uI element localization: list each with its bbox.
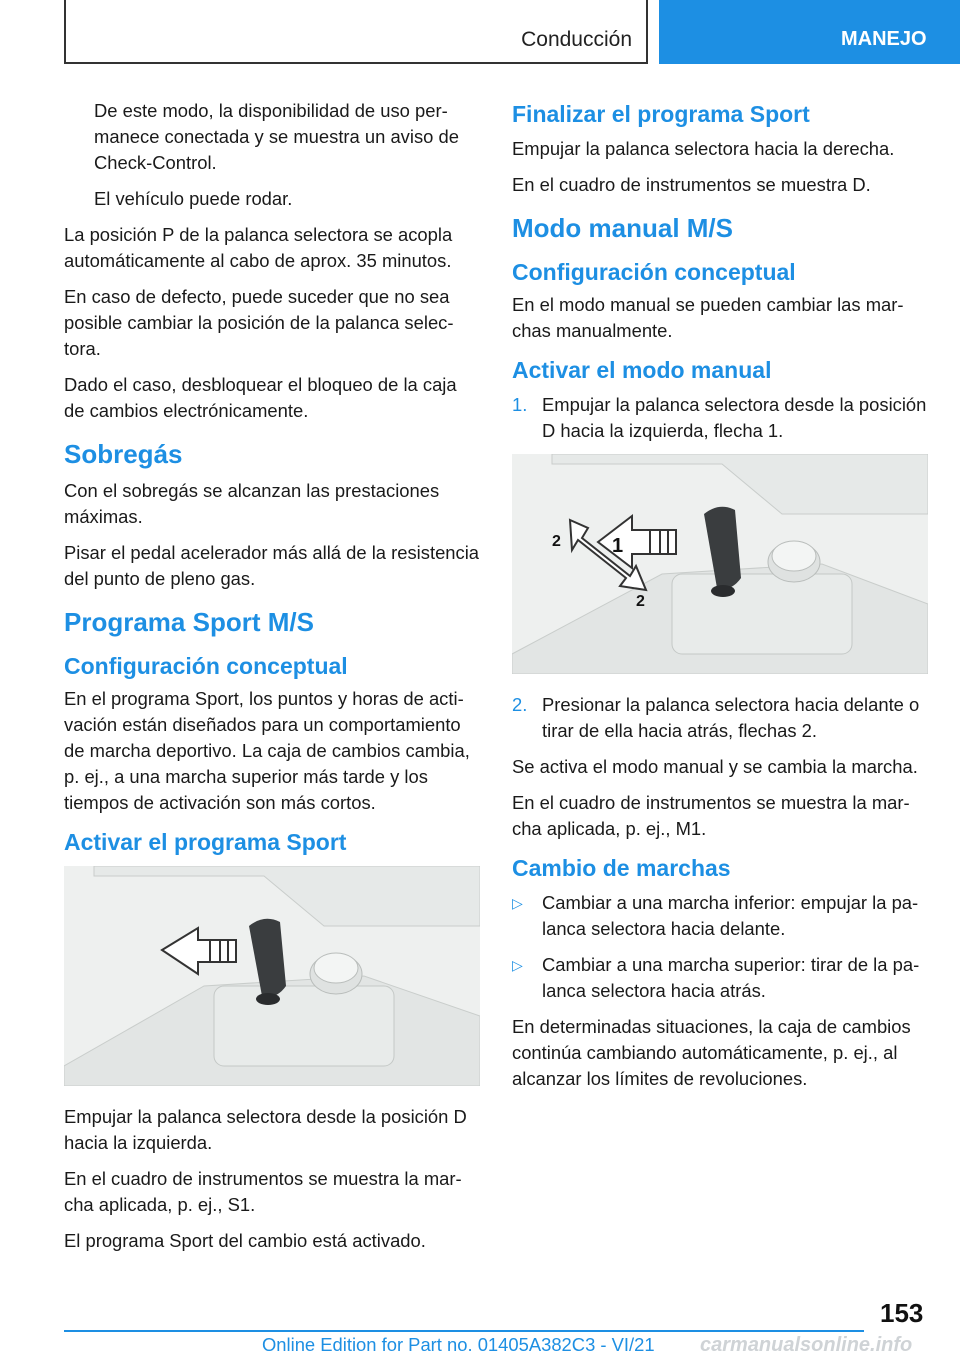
paragraph: Pisar el pedal acelerador más allá de la resistencia del punto de pleno gas. <box>64 542 480 589</box>
heading-cambio-marchas: Cambio de marchas <box>512 855 731 881</box>
right-column <box>512 98 928 1102</box>
heading-activar-sport: Activar el programa Sport <box>64 829 347 855</box>
gear-selector-drawing <box>64 866 480 1086</box>
bullet-triangle-icon: ▷ <box>512 957 523 973</box>
header-section-title: Conducción <box>521 28 632 51</box>
paragraph: En el cuadro de instrumentos se muestra D. <box>512 174 871 195</box>
paragraph: En caso de defecto, puede suceder que no sea posible cambiar la posición de la palanca selectora. <box>64 286 454 359</box>
heading-sobregas: Sobregás <box>64 439 183 469</box>
bullet-triangle-icon: ▷ <box>512 895 523 911</box>
paragraph: En el modo manual se pueden cambiar las marchas manualmente. <box>512 294 904 341</box>
paragraph: El programa Sport del cambio está activado. <box>64 1230 426 1251</box>
arrow-label-2-front: 2 <box>552 533 561 550</box>
steps-list <box>512 692 928 744</box>
arrow-label-2-back: 2 <box>636 593 645 610</box>
gear-selector-drawing <box>512 454 928 674</box>
paragraph: Con el sobregás se alcanzan las prestaciones máximas. <box>64 480 440 527</box>
footer-edition: Online Edition for Part no. 01405A382C3 - VI/21 <box>262 1334 655 1355</box>
arrow-label-1: 1 <box>612 535 624 557</box>
bullet-text: Cambiar a una marcha superior: tirar de la palanca selectora hacia atrás. <box>542 954 920 1001</box>
step-number: 1. <box>512 394 528 415</box>
gear-selector-illustration-manual <box>512 454 928 674</box>
bullet-text: Cambiar a una marcha inferior: empujar la palanca selectora hacia delante. <box>542 892 919 939</box>
paragraph: Dado el caso, desbloquear el bloqueo de la caja de cambios electrónicamente. <box>64 374 457 421</box>
step-number: 2. <box>512 694 528 715</box>
steps-list <box>512 392 928 444</box>
list-item <box>512 692 928 744</box>
paragraph: En el programa Sport, los puntos y horas de activación están diseñados para un comportamiento de marcha deportivo. La caja de cambios cambia, p. ej., a una marcha superior más tarde y los tiempos de activación son más cortos. <box>64 688 470 813</box>
paragraph: El vehículo puede rodar. <box>94 188 293 209</box>
paragraph: En el cuadro de instrumentos se muestra la marcha aplicada, p. ej., M1. <box>512 792 910 839</box>
step-text: Empujar la palanca selectora desde la posición D hacia la izquierda, flecha 1. <box>542 394 927 441</box>
header-section-box <box>64 0 648 64</box>
paragraph: Empujar la palanca selectora hacia la derecha. <box>512 138 895 159</box>
list-item <box>512 392 928 444</box>
heading-configuracion: Configuración conceptual <box>64 653 348 679</box>
gear-selector-illustration-sport <box>64 866 480 1086</box>
watermark: carmanualsonline.info <box>700 1334 913 1356</box>
left-column <box>64 98 482 1264</box>
paragraph: En determinadas situaciones, la caja de cambios continúa cambiando automáticamente, p. ej., al alcanzar los límites de revoluciones. <box>512 1016 911 1089</box>
heading-finalizar-sport: Finalizar el programa Sport <box>512 101 810 127</box>
page-number: 153 <box>880 1298 924 1328</box>
paragraph: En el cuadro de instrumentos se muestra la marcha aplicada, p. ej., S1. <box>64 1168 462 1215</box>
list-item <box>512 890 928 942</box>
heading-modo-manual: Modo manual M/S <box>512 213 733 243</box>
heading-programa-sport: Programa Sport M/S <box>64 607 314 637</box>
paragraph: La posición P de la palanca selectora se acopla automáticamente al cabo de aprox. 35 minutos. <box>64 224 453 271</box>
paragraph: De este modo, la disponibilidad de uso permanece conectada y se muestra un aviso de Check-Control. <box>94 100 459 173</box>
list-item <box>512 952 928 1004</box>
heading-activar-manual: Activar el modo manual <box>512 357 772 383</box>
step-text: Presionar la palanca selectora hacia delante o tirar de ella hacia atrás, flechas 2. <box>542 694 920 741</box>
paragraph: Empujar la palanca selectora desde la posición D hacia la izquierda. <box>64 1106 467 1153</box>
header-chapter-tab: MANEJO <box>659 0 960 64</box>
bullet-list <box>512 890 928 1004</box>
footer-divider <box>64 1330 864 1332</box>
paragraph: Se activa el modo manual y se cambia la marcha. <box>512 756 918 777</box>
heading-configuracion: Configuración conceptual <box>512 259 796 285</box>
